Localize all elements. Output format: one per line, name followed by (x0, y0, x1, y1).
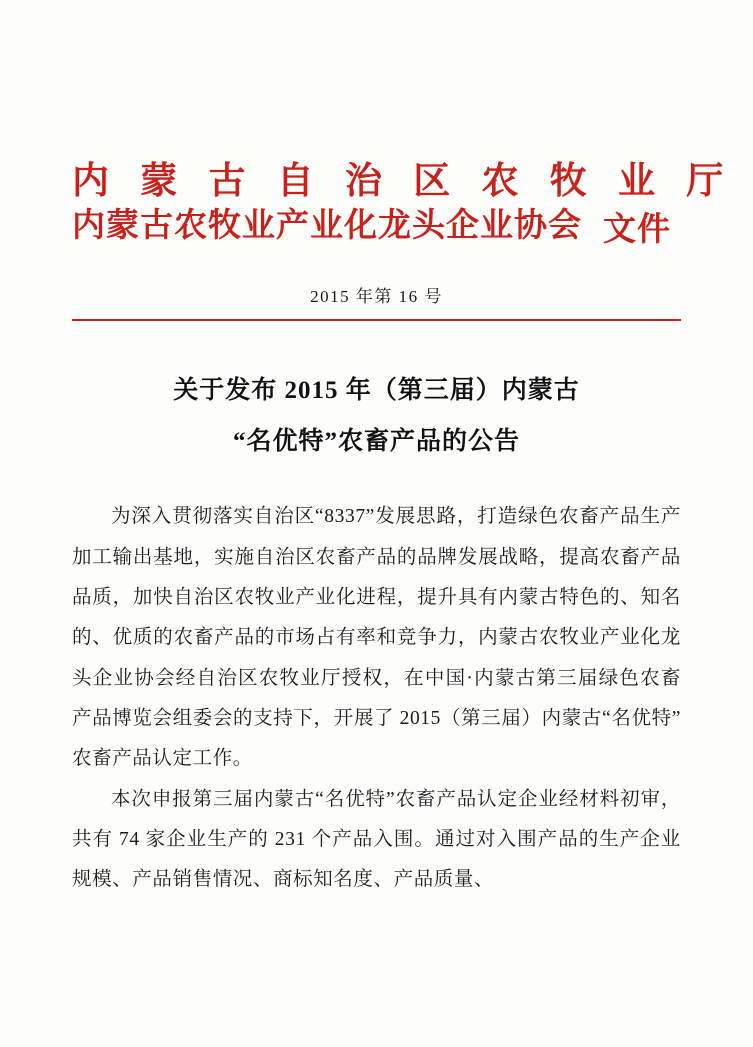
masthead-line-2: 内蒙古农牧业产业化龙头企业协会 (72, 207, 582, 244)
masthead (72, 0, 735, 248)
document-number: 2015 年第 16 号 (310, 286, 443, 306)
paragraph-2: 本次申报第三届内蒙古“名优特”农畜产品认定企业经材料初审，共有 74 家企业生产的 231 个产品入围。通过对入围产品的生产企业规模、产品销售情况、商标知名度、产品质量、 (72, 788, 681, 891)
page-title-line-1: 关于发布 2015 年（第三届）内蒙古 (173, 376, 580, 404)
page-title (72, 365, 681, 468)
paragraph-1: 为深入贯彻落实自治区“8337”发展思路，打造绿色农畜产品生产加工输出基地，实施自治区农畜产品的品牌发展战略，提高农畜产品品质，加快自治区农牧业产业化进程，提升具有内蒙古特色的、知名的、优质的农畜产品的市场占有率和竞争力，内蒙古农牧业产业化龙头企业协会经自治区农牧业厅授权，在中国·内蒙古第三届绿色农畜产品博览会组委会的支持下，开展了 2015（第三届）内蒙古“名优特”农畜产品认定工作。 (72, 506, 681, 770)
masthead-document-word: 文件 (603, 212, 671, 248)
red-divider-rule (72, 319, 681, 321)
page-title-line-2: “名优特”农畜产品的公告 (232, 427, 520, 455)
body-text (72, 497, 681, 901)
masthead-line-1: 内 蒙 古 自 治 区 农 牧 业 厅 (72, 161, 735, 202)
